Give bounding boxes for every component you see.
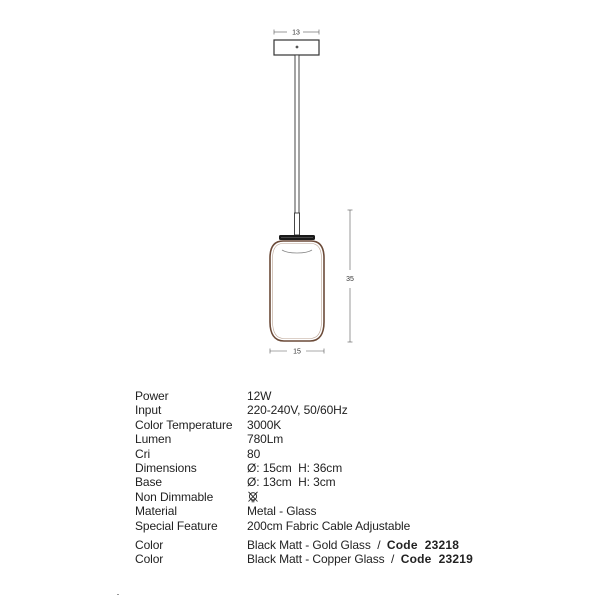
color-option-value xyxy=(247,552,555,566)
spec-row-lumen xyxy=(135,432,555,446)
spec-label: Dimensions xyxy=(135,460,197,475)
product-code: Code 23219 xyxy=(400,552,473,567)
spec-row-material xyxy=(135,504,555,518)
spec-value: 780Lm xyxy=(247,432,284,447)
suspension-cable xyxy=(295,55,299,233)
spec-row-special-feature xyxy=(135,519,555,533)
color-option-value xyxy=(247,538,555,552)
spec-row-power xyxy=(135,389,555,403)
spec-label: Power xyxy=(135,389,169,403)
spec-value: 3000K xyxy=(247,417,282,432)
spec-row-input xyxy=(135,403,555,417)
spec-label: Color Temperature xyxy=(135,417,233,432)
color-option-name: Black Matt - Copper Glass / xyxy=(247,552,401,567)
spec-label: Base xyxy=(135,475,162,490)
spec-label: Special Feature xyxy=(135,518,218,533)
spec-row-non-dimmable xyxy=(135,490,555,504)
color-option-row xyxy=(135,552,555,566)
spec-row-color-temperature xyxy=(135,418,555,432)
spec-label: Color xyxy=(135,552,164,567)
lamp-holder xyxy=(279,235,315,240)
spec-value: 200cm Fabric Cable Adjustable xyxy=(247,518,411,533)
spec-value: Metal - Glass xyxy=(247,504,317,519)
product-code: Code 23218 xyxy=(386,537,460,552)
spec-value: 12W xyxy=(247,389,272,403)
spec-label: Color xyxy=(135,537,164,552)
cable-grip xyxy=(295,213,300,235)
height-label: 35 xyxy=(346,276,354,283)
spec-row-dimensions xyxy=(135,461,555,475)
shade-width-label: 15 xyxy=(293,348,301,356)
spec-label: Cri xyxy=(135,446,151,461)
spec-value: Ø: 15cm H: 36cm xyxy=(247,460,343,475)
color-option-name: Black Matt - Gold Glass / xyxy=(247,537,387,552)
glass-shade xyxy=(270,241,324,341)
spec-value: Ø: 13cm H: 3cm xyxy=(247,475,336,490)
color-option-row xyxy=(135,538,555,552)
non-dimmable-icon xyxy=(247,491,259,503)
spec-value: 220-240V, 50/60Hz xyxy=(247,403,348,418)
spec-label: Input xyxy=(135,403,162,418)
spec-label: Material xyxy=(135,504,177,519)
canopy-screw xyxy=(296,46,299,49)
spec-value: 80 xyxy=(247,446,261,461)
spec-label: Non Dimmable xyxy=(135,489,214,504)
page-mark xyxy=(117,594,119,595)
spec-row-base xyxy=(135,475,555,489)
spec-value-icon xyxy=(247,490,555,504)
canopy-width-label: 13 xyxy=(292,29,300,37)
spec-label: Lumen xyxy=(135,432,172,447)
spec-table xyxy=(135,389,555,567)
spec-row-cri xyxy=(135,447,555,461)
